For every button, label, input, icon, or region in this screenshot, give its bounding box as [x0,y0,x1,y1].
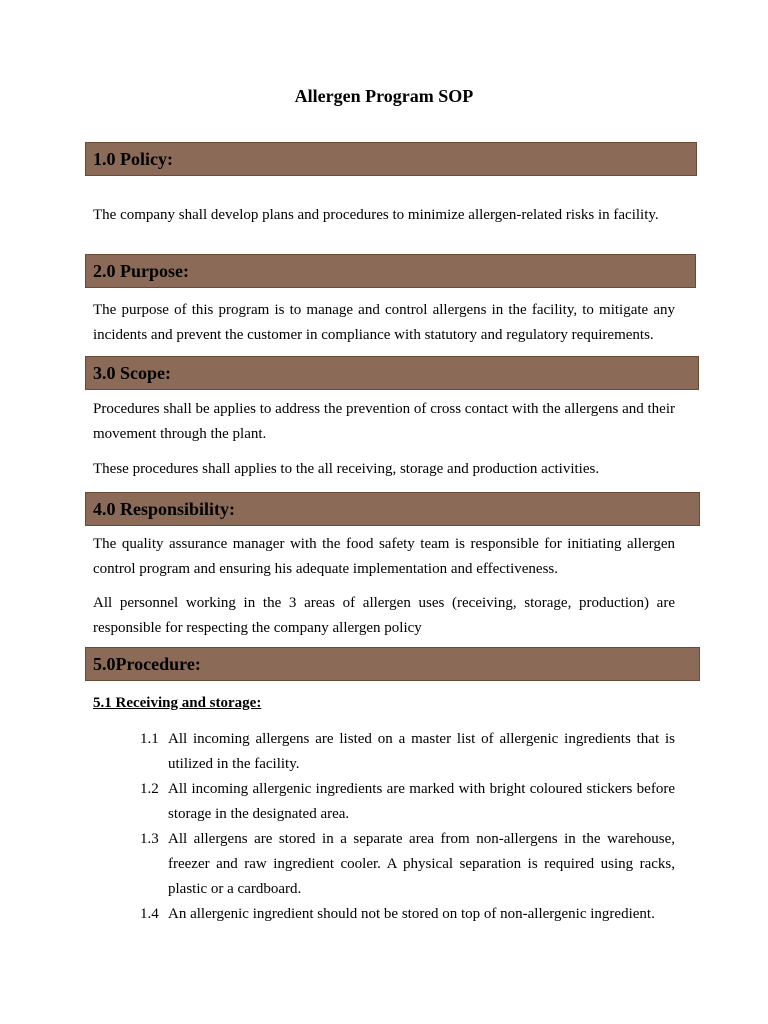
list-item-number: 1.3 [140,831,159,847]
section-heading-policy: 1.0 Policy: [85,142,697,176]
section-heading-procedure: 5.0Procedure: [85,647,700,681]
list-item-text: An allergenic ingredient should not be stored on top of non-allergenic ingredient. [168,906,655,922]
list-item-number: 1.2 [140,781,159,797]
document-title: Allergen Program SOP [294,86,474,106]
list-item [140,777,675,827]
scope-paragraph-1: Procedures shall be applies to address the prevention of cross contact with the allergens and their movement through the plant. [93,401,675,442]
list-item [140,902,675,927]
policy-paragraph: The company shall develop plans and procedures to minimize allergen-related risks in facility. [93,207,659,223]
section-heading-responsibility: 4.0 Responsibility: [85,492,700,526]
procedure-list [140,727,675,927]
subsection-heading-receiving-storage: 5.1 Receiving and storage: [93,695,262,711]
section-heading-purpose: 2.0 Purpose: [85,254,696,288]
responsibility-paragraph-2: All personnel working in the 3 areas of allergen uses (receiving, storage, production) are responsible for respecting the company allergen policy [93,595,675,636]
list-item-text: All allergens are stored in a separate area from non-allergens in the warehouse, freezer and raw ingredient cooler. A physical separation is required using racks, plastic or a cardboard. [168,831,675,897]
responsibility-paragraph-1: The quality assurance manager with the food safety team is responsible for initiating allergen control program and ensuring his adequate implementation and effectiveness. [93,536,675,577]
list-item-number: 1.4 [140,906,159,922]
purpose-paragraph: The purpose of this program is to manage and control allergens in the facility, to mitigate any incidents and prevent the customer in compliance with statutory and regulatory requirements. [93,302,675,343]
list-item [140,727,675,777]
list-item-text: All incoming allergens are listed on a master list of allergenic ingredients that is utilized in the facility. [168,731,675,772]
list-item-text: All incoming allergenic ingredients are marked with bright coloured stickers before storage in the designated area. [168,781,675,822]
list-item-number: 1.1 [140,731,159,747]
section-heading-scope: 3.0 Scope: [85,356,699,390]
list-item [140,827,675,902]
scope-paragraph-2: These procedures shall applies to the all receiving, storage and production activities. [93,461,600,477]
